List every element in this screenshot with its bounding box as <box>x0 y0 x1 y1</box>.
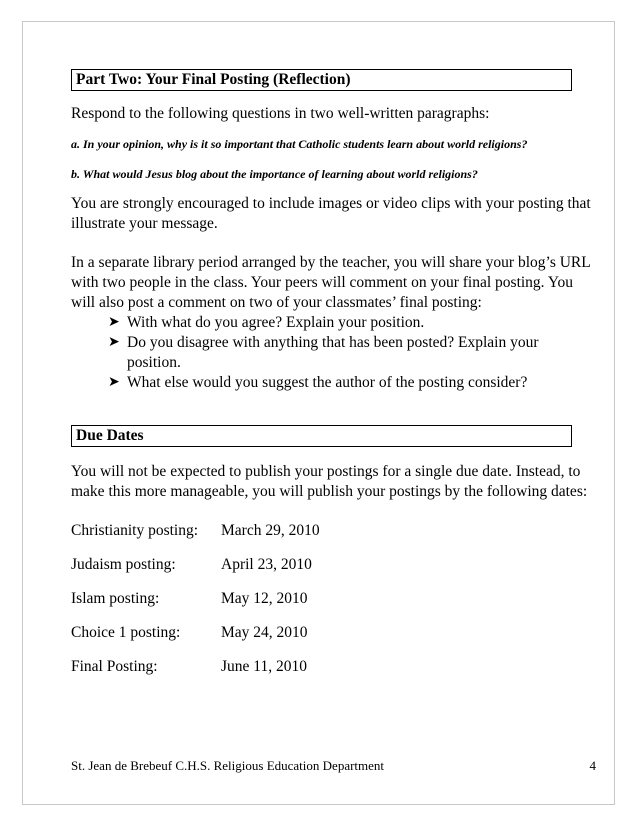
library-line-1: In a separate library period arranged by the teacher, you will share your blog’s URL <box>71 254 591 271</box>
due-date-label: Choice 1 posting: <box>71 624 181 641</box>
due-dates-intro-line-2: make this more manageable, you will publish your postings by the following dates: <box>71 483 588 500</box>
due-date-label: Islam posting: <box>71 590 160 607</box>
due-date-row <box>71 555 596 575</box>
question-a: a. In your opinion, why is it so important that Catholic students learn about world religions? <box>71 137 528 151</box>
due-date-value: May 24, 2010 <box>221 624 308 641</box>
bullet-text: With what do you agree? Explain your position. <box>127 314 425 331</box>
due-date-label: Final Posting: <box>71 658 158 675</box>
arrow-bullet-icon: ➤ <box>108 375 120 390</box>
library-paragraph <box>71 253 596 313</box>
due-date-label: Judaism posting: <box>71 556 176 573</box>
due-date-value: June 11, 2010 <box>221 658 307 675</box>
encourage-paragraph <box>71 194 596 234</box>
due-date-row <box>71 657 596 677</box>
document-page <box>22 21 615 805</box>
list-item <box>108 333 596 373</box>
due-date-value: April 23, 2010 <box>221 556 312 573</box>
due-dates-list <box>71 521 596 677</box>
due-date-row <box>71 521 596 541</box>
due-date-value: May 12, 2010 <box>221 590 308 607</box>
bullet-text-continued: position. <box>127 354 181 371</box>
part-two-heading: Part Two: Your Final Posting (Reflection) <box>71 69 572 91</box>
bullet-text: What else would you suggest the author of the posting consider? <box>127 374 528 391</box>
due-dates-intro-line-1: You will not be expected to publish your postings for a single due date. Instead, to <box>71 463 581 480</box>
encourage-line-2: illustrate your message. <box>71 215 218 232</box>
arrow-bullet-icon: ➤ <box>108 335 120 350</box>
page-footer <box>71 758 596 774</box>
due-date-label: Christianity posting: <box>71 522 199 539</box>
comment-bullet-list <box>71 313 596 393</box>
bullet-text: Do you disagree with anything that has been posted? Explain your <box>127 334 539 351</box>
due-date-row <box>71 623 596 643</box>
arrow-bullet-icon: ➤ <box>108 315 120 330</box>
part-two-intro: Respond to the following questions in two well-written paragraphs: <box>71 105 490 122</box>
library-line-2: with two people in the class. Your peers will comment on your final posting. You <box>71 274 573 291</box>
list-item <box>108 373 596 393</box>
due-date-value: March 29, 2010 <box>221 522 320 539</box>
question-b: b. What would Jesus blog about the importance of learning about world religions? <box>71 167 478 181</box>
due-dates-heading: Due Dates <box>71 425 572 447</box>
footer-department: St. Jean de Brebeuf C.H.S. Religious Education Department <box>71 758 385 773</box>
due-dates-intro <box>71 462 596 502</box>
due-date-row <box>71 589 596 609</box>
page-content <box>71 69 596 677</box>
page-number: 4 <box>589 758 596 773</box>
encourage-line-1: You are strongly encouraged to include images or video clips with your posting that <box>71 195 591 212</box>
list-item <box>108 313 596 333</box>
library-line-3: will also post a comment on two of your classmates’ final posting: <box>71 294 482 311</box>
